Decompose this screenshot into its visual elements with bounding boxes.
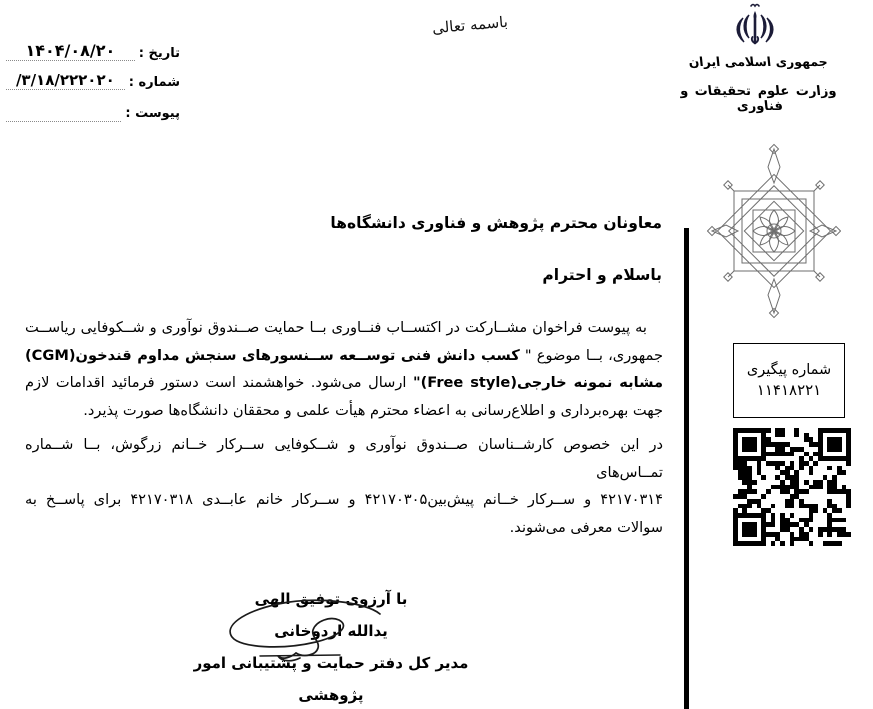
para2-line1: در این خصوص کارشــناسان صــندوق نوآوری و شــکوفایی ســرکار خــانم زرگوش، بــا شــماره تمــاس‌های bbox=[25, 436, 663, 481]
recipient-line: معاونان محترم پژوهش و فناوری دانشگاه‌ها bbox=[330, 214, 662, 232]
iran-national-emblem-icon bbox=[731, 2, 779, 50]
para1-line2: جمهوری، بــا موضوع " کسب دانش فنی توســعه ســنسورهای سنجش مداوم قندخون(CGM) bbox=[25, 346, 663, 364]
attachment-label: پیوست : bbox=[125, 106, 180, 121]
tracking-number: ۱۱۴۱۸۲۲۱ bbox=[756, 380, 822, 399]
signature-block bbox=[175, 583, 487, 709]
date-value: ۱۴۰۴/۰۸/۲۰ bbox=[6, 42, 135, 61]
para1-line3: مشابه نمونه خارجی(Free style)" ارسال می‌شود. خواهشمند است دستور فرمائید اقدامات لازم bbox=[25, 374, 663, 391]
number-field-row bbox=[6, 72, 180, 90]
number-label: شماره : bbox=[128, 74, 180, 90]
para2-line3: سوالات معرفی می‌شوند. bbox=[509, 518, 663, 536]
tracking-label: شماره پیگیری bbox=[746, 362, 832, 379]
attachment-field-row bbox=[6, 106, 180, 122]
date-label: تاریخ : bbox=[138, 45, 180, 61]
number-value: /۳/۱۸/۲۲۲۰۲۰ bbox=[6, 72, 125, 90]
attachment-dotted-line bbox=[6, 108, 121, 122]
vertical-rule bbox=[684, 228, 689, 709]
besmellah-calligraphy: باسمه تعالی bbox=[431, 12, 509, 38]
para2-line2: ۴۲۱۷۰۳۱۴ و ســرکار خــانم پیش‌بین۴۲۱۷۰۳۰۵ و ســرکار خانم عابــدی ۴۲۱۷۰۳۱۸ برای پاســخ به bbox=[25, 491, 663, 508]
signatory-title: مدیر کل دفتر حمایت و پشتیبانی امور پژوهشی bbox=[193, 654, 469, 704]
para1-line4: جهت بهره‌برداری و اطلاع‌رسانی به اعضاء محترم هیأت علمی و محققان دانشگاه‌ها صورت پذیرد. bbox=[83, 401, 663, 419]
signatory-name: یدالله اردوخانی bbox=[274, 622, 388, 640]
country-name: جمهوری اسلامی ایران bbox=[687, 54, 829, 69]
qr-code-icon bbox=[733, 428, 851, 546]
ministry-name: وزارت علوم تحقیقات و فناوری bbox=[679, 84, 838, 114]
body-paragraph-1 bbox=[25, 314, 663, 424]
signature-wish: با آرزوی توفیق الهی bbox=[254, 590, 408, 608]
arabesque-star-ornament-icon bbox=[707, 143, 841, 319]
body-paragraph-2 bbox=[25, 431, 663, 541]
salutation-line: باسلام و احترام bbox=[542, 266, 662, 284]
tracking-number-box bbox=[733, 343, 845, 418]
para1-line1: به پیوست فراخوان مشــارکت در اکتســاب فنــاوری بــا حمایت صــندوق نوآوری و شــکوفایی ریاســت bbox=[25, 319, 647, 336]
date-field-row bbox=[6, 42, 180, 61]
